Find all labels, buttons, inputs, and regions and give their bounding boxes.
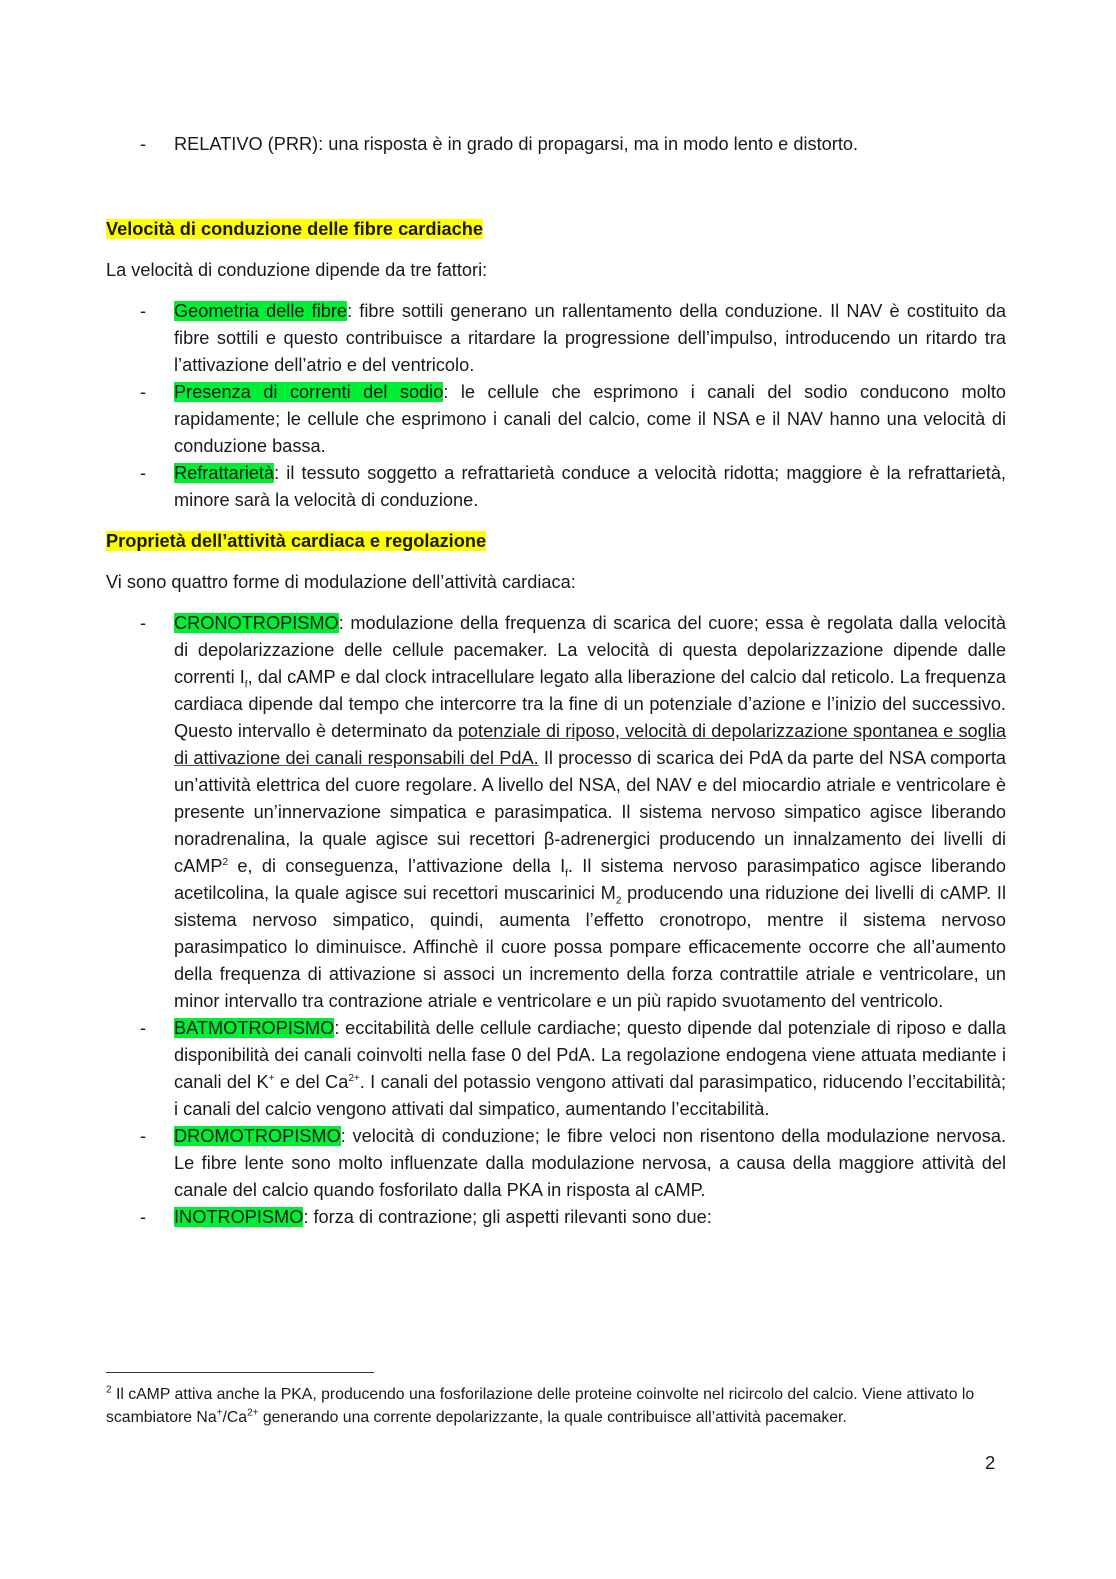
list-dash: - [140, 613, 147, 633]
section-title-proprieta [106, 528, 1006, 555]
text-run: , dal cAMP e dal clock intracellulare legato alla liberazione del calcio dal reticolo. La frequenza cardiaca dipende dal tempo che intercorre tra la fine di un potenziale d’azione e l’inizio del successivo. Questo intervallo è determinato da [174, 667, 1006, 741]
highlighted-term: INOTROPISMO [174, 1207, 304, 1227]
section-title-text: Velocità di conduzione delle fibre cardiache [106, 219, 483, 239]
section-title-text: Proprietà dell’attività cardiaca e regolazione [106, 531, 487, 551]
text-run: : eccitabilità delle cellule cardiache; questo dipende dal potenziale di riposo e dalla disponibilità dei canali coinvolti nella fase 0 del PdA. La regolazione endogena viene attuata mediante i canali del K [174, 1018, 1006, 1092]
list-item-inotropismo [106, 1204, 1006, 1231]
text-run: Il cAMP attiva anche la PKA, producendo una fosforilazione delle proteine coinvolte nel ricircolo del calcio. Viene attivato lo scambiatore Na [106, 1386, 975, 1426]
list-item-text: : le cellule che esprimono i canali del sodio conducono molto rapidamente; le cellule che esprimono i canali del calcio, come il NSA e il NAV hanno una velocità di conduzione bassa. [174, 382, 1006, 456]
list-dash: - [140, 1018, 147, 1038]
subscript: f [565, 868, 568, 880]
superscript: + [268, 1072, 275, 1084]
text-run: e, di conseguenza, l’attivazione della I [228, 856, 566, 876]
page-number: 2 [985, 1452, 996, 1473]
page-content [106, 131, 1006, 1231]
text-run: . Il sistema nervoso parasimpatico agisce liberando acetilcolina, la quale agisce sui recettori muscarinici M [174, 856, 1006, 903]
superscript: 2+ [348, 1072, 360, 1084]
highlighted-term: Geometria delle fibre [174, 301, 348, 321]
list-item-cronotropismo [106, 610, 1006, 1015]
list-dash: - [140, 463, 147, 483]
text-run: Il processo di scarica dei PdA da parte del NSA comporta un’attività elettrica del cuore regolare. A livello del NSA, del NAV e del miocardio atriale e ventricolare è presente un’innervazione simpatica e parasimpatica. Il sistema nervoso simpatico agisce liberando noradrenalina, la quale agisce sui recettori β-adrenergici producendo un innalzamento dei livelli di cAMP [174, 748, 1006, 876]
list-item-relativo [106, 131, 1006, 158]
list-item-text: : fibre sottili generano un rallentamento della conduzione. Il NAV è costituito da fibre sottili e questo contribuisce a ritardare la progressione dell’impulso, introducendo un ritardo tra l’attivazione dell’atrio e del ventricolo. [174, 301, 1006, 375]
list-dash: - [140, 382, 147, 402]
footnote-separator [106, 1372, 374, 1373]
list-item-text: : velocità di conduzione; le fibre veloci non risentono della modulazione nervosa. Le fibre lente sono molto influenzate dalla modulazione nervosa, a causa della maggiore attività del canale del calcio quando fosforilato dalla PKA in risposta al cAMP. [174, 1126, 1006, 1200]
text-run: . I canali del potassio vengono attivati dal parasimpatico, riducendo l’eccitabilità; i canali del calcio vengono attivati dal simpatico, aumentando l’eccitabilità. [174, 1072, 1006, 1119]
list-item-text: : forza di contrazione; gli aspetti rilevanti sono due: [303, 1207, 712, 1227]
text-run: /Ca [222, 1408, 248, 1426]
text-run: producendo una riduzione dei livelli di cAMP. Il sistema nervoso simpatico, quindi, aumenta l’effetto cronotropo, mentre il sistema nervoso parasimpatico lo diminuisce. Affinchè il cuore possa pompare efficacemente occorre che all’aumento della frequenza di attivazione si associ un incremento della forza contrattile atriale e ventricolare, un minor intervallo tra contrazione atriale e ventricolare e un più rapido svuotamento del ventricolo. [174, 883, 1007, 1011]
list-item-refrattarieta [106, 460, 1006, 514]
text-run: generando una corrente depolarizzante, la quale contribuisce all’attività pacemaker. [258, 1408, 847, 1426]
superscript: + [216, 1407, 223, 1419]
list-dash: - [140, 301, 147, 321]
highlighted-term: Presenza di correnti del sodio [174, 382, 444, 402]
highlighted-term: BATMOTROPISMO [174, 1018, 335, 1038]
footnote-mark: 2 [106, 1384, 112, 1396]
underlined-text: potenziale di riposo, velocità di depolarizzazione spontanea e soglia di attivazione dei canali responsabili del PdA. [174, 721, 1006, 768]
list-item-sodio [106, 379, 1006, 460]
section-intro-proprieta: Vi sono quattro forme di modulazione dell’attività cardiaca: [106, 572, 576, 592]
highlighted-term: DROMOTROPISMO [174, 1126, 341, 1146]
list-dash: - [140, 1207, 147, 1227]
text-run: : modulazione della frequenza di scarica del cuore; essa è regolata dalla velocità di depolarizzazione delle cellule pacemaker. La velocità di questa depolarizzazione dipende dalle correnti I [174, 613, 1006, 687]
subscript: 2 [615, 895, 622, 907]
list-item-text: RELATIVO (PRR): una risposta è in grado di propagarsi, ma in modo lento e distorto. [174, 134, 859, 154]
list-item-dromotropismo [106, 1123, 1006, 1204]
list-item-text: : il tessuto soggetto a refrattarietà conduce a velocità ridotta; maggiore è la refrattarietà, minore sarà la velocità di conduzione. [174, 463, 1006, 510]
list-item-geometria [106, 298, 1006, 379]
footnote [106, 1384, 1006, 1429]
highlighted-term: CRONOTROPISMO [174, 613, 339, 633]
text-run: e del Ca [274, 1072, 349, 1092]
section-intro-velocita: La velocità di conduzione dipende da tre fattori: [106, 260, 488, 280]
section-title-velocita [106, 216, 1006, 243]
list-item-batmotropismo [106, 1015, 1006, 1123]
footnote-ref: 2 [222, 856, 229, 868]
list-dash: - [140, 134, 147, 154]
list-dash: - [140, 1126, 147, 1146]
superscript: 2+ [247, 1407, 259, 1419]
subscript: f [244, 679, 248, 691]
highlighted-term: Refrattarietà [174, 463, 275, 483]
